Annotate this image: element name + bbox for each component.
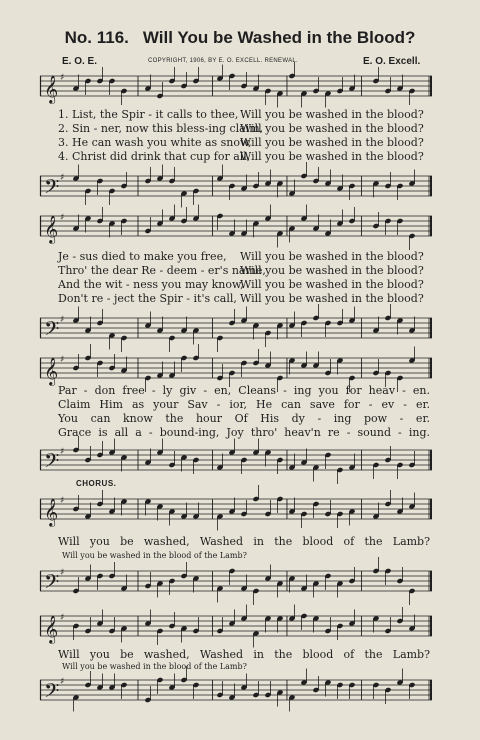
clef-icon: 𝄞 [44, 357, 59, 385]
hymn-title: Will You be Washed in the Blood? [142, 28, 416, 47]
lyrics-block-2 [40, 250, 432, 306]
lyrics-block-1 [40, 108, 432, 164]
treble-staff [40, 208, 432, 248]
clef-icon: 𝄞 [44, 498, 59, 526]
clef-icon: 𝄢 [44, 449, 60, 477]
verse-line: Claim Him as your Sav - ior, He can save for - ev - er. [58, 398, 430, 411]
music-system-3 [40, 350, 432, 475]
composer-credit: E. O. Excell. [363, 56, 421, 67]
key-signature-icon: ♯ [60, 315, 65, 325]
verse-line: Thro' the dear Re - deem - er's name, Will you be washed in the blood? [58, 264, 424, 277]
key-signature-icon: ♯ [60, 173, 65, 183]
key-signature-icon: ♯ [60, 613, 65, 623]
verse-line: You can know the hour Of His dy - ing pow - er. [58, 412, 430, 425]
author-initials: E. O. E. [62, 56, 98, 67]
bass-staff [40, 442, 432, 478]
verse-line: Grace is all a - bound-ing, Joy thro' heav'n re - sound - ing. [58, 426, 430, 439]
chorus-lyrics [40, 535, 432, 549]
hymn-title-line [0, 28, 480, 48]
verse-line: Par - don free - ly giv - en, Cleans - ing you for heav - en. [58, 384, 430, 397]
music-system-5 [40, 600, 432, 710]
bass-staff [40, 168, 432, 204]
treble-staff [40, 68, 432, 108]
key-signature-icon: ♯ [60, 677, 65, 687]
key-signature-icon: ♯ [60, 568, 65, 578]
copyright-notice: COPYRIGHT, 1906, BY E. O. EXCELL. RENEWAL. [148, 58, 298, 64]
verse-line: Je - sus died to make you free, Will you be washed in the blood? [58, 250, 424, 263]
lyrics-block-3 [40, 384, 432, 440]
bass-staff [40, 310, 432, 346]
alto-echo-lyrics: Will you be washed in the blood of the Lamb? [62, 551, 247, 560]
clef-icon: 𝄢 [44, 175, 60, 203]
key-signature-icon: ♯ [60, 355, 65, 365]
verse-line: 2. Sin - ner, now this bless-ing claim, Will you be washed in the blood? [58, 122, 424, 135]
treble-staff [40, 491, 432, 531]
clef-icon: 𝄞 [44, 615, 59, 643]
key-signature-icon: ♯ [60, 447, 65, 457]
bass-staff [40, 563, 432, 599]
chorus-line: Will you be washed, Washed in the blood of the Lamb? [58, 535, 430, 548]
verse-line: 1. List, the Spir - it calls to thee, Will you be washed in the blood? [58, 108, 424, 121]
clef-icon: 𝄞 [44, 215, 59, 243]
music-system-4 [40, 475, 432, 600]
clef-icon: 𝄢 [44, 679, 60, 707]
key-signature-icon: ♯ [60, 213, 65, 223]
treble-staff [40, 608, 432, 648]
verse-line: 3. He can wash you white as snow, Will you be washed in the blood? [58, 136, 424, 149]
clef-icon: 𝄢 [44, 570, 60, 598]
chorus-line: Will you be washed, Washed in the blood of the Lamb? [58, 648, 430, 661]
hymn-number: No. 116. [64, 28, 129, 47]
alto-echo-lyrics: Will you be washed in the blood of the Lamb? [62, 662, 247, 671]
chorus-label: CHORUS. [76, 479, 117, 488]
key-signature-icon: ♯ [60, 73, 65, 83]
key-signature-icon: ♯ [60, 496, 65, 506]
verse-line: And the wit - ness you may know, Will you be washed in the blood? [58, 278, 424, 291]
chorus-lyrics [40, 648, 432, 662]
bass-staff [40, 672, 432, 708]
clef-icon: 𝄞 [44, 75, 59, 103]
clef-icon: 𝄢 [44, 317, 60, 345]
verse-line: 4. Christ did drink that cup for all, Will you be washed in the blood? [58, 150, 424, 163]
music-system-2 [40, 208, 432, 343]
music-system-1 [40, 68, 432, 203]
verse-line: Don't re - ject the Spir - it's call, Will you be washed in the blood? [58, 292, 424, 305]
